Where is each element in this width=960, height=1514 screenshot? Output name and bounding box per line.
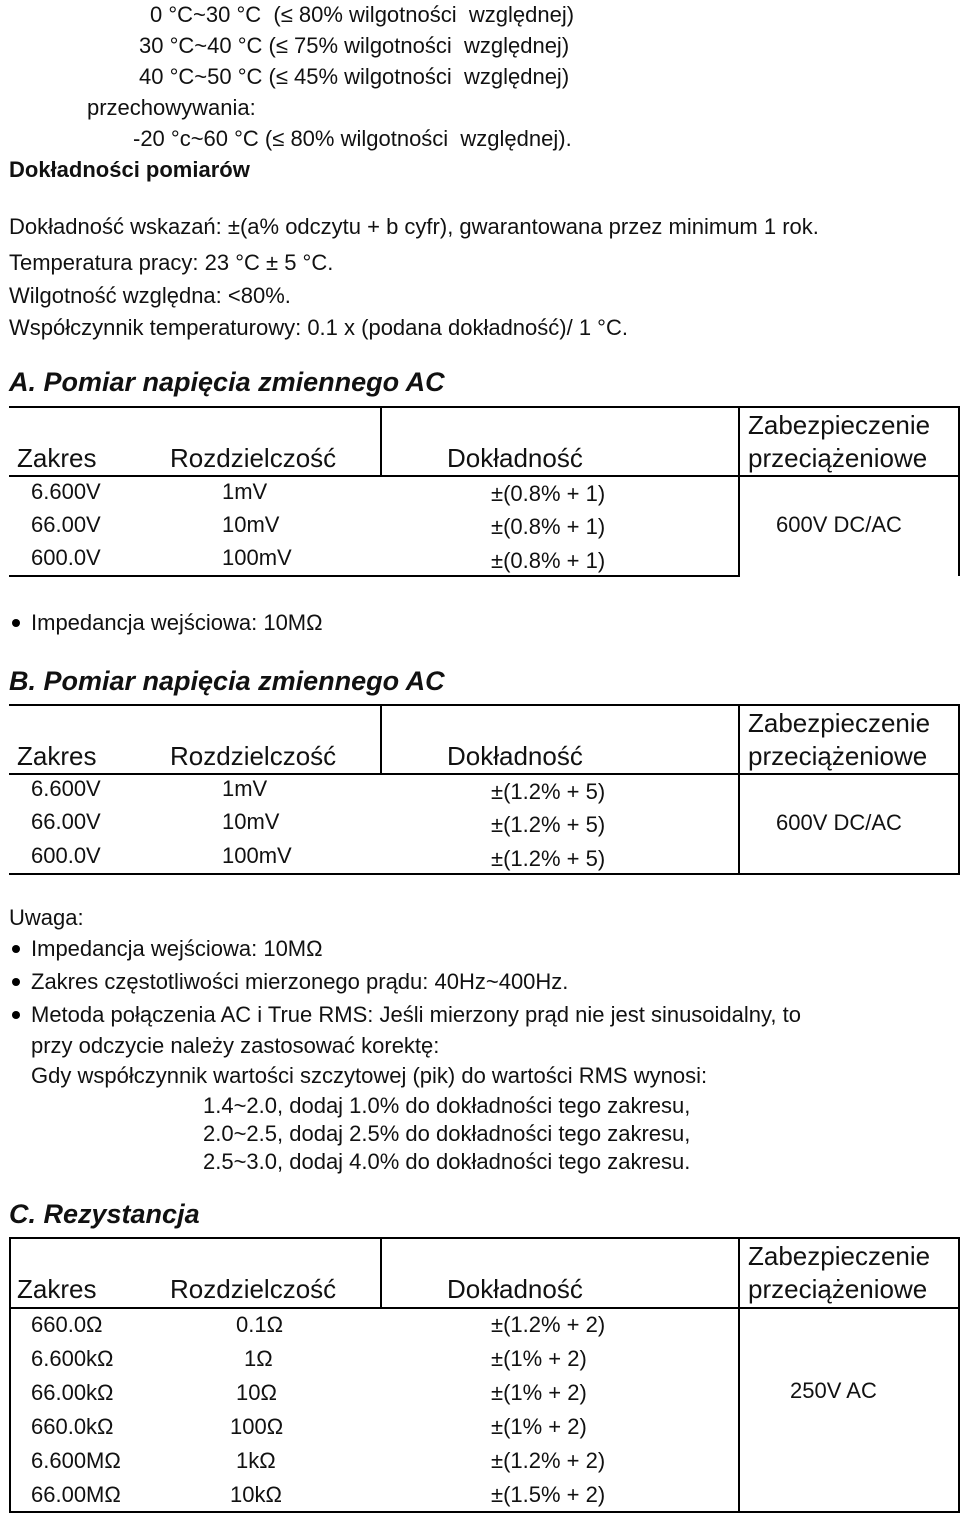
intro-line: przechowywania: [87, 95, 256, 120]
header-range: Zakres [17, 443, 97, 473]
cell-resolution: 10Ω [236, 1380, 277, 1405]
intro-line: -20 °c~60 °C (≤ 80% wilgotności względnej). [133, 126, 572, 151]
accuracy-title: Dokładności pomiarów [9, 157, 250, 182]
intro-line: 40 °C~50 °C (≤ 45% wilgotności względnej) [139, 64, 570, 89]
bullet-icon [12, 945, 20, 953]
cell-accuracy: ±(1.2% + 5) [491, 779, 606, 804]
cell-resolution: 1kΩ [236, 1448, 276, 1473]
section-a-title: A. Pomiar napięcia zmiennego AC [9, 367, 445, 397]
intro-line: 30 °C~40 °C (≤ 75% wilgotności względnej) [139, 33, 570, 58]
cell-resolution: 100mV [222, 843, 292, 868]
cell-protection: 250V AC [790, 1378, 877, 1403]
cell-range: 66.00kΩ [31, 1380, 114, 1405]
cell-range: 6.600kΩ [31, 1346, 114, 1371]
cell-resolution: 10kΩ [230, 1482, 282, 1507]
note-continuation: przy odczycie należy zastosować korektę: [31, 1033, 440, 1058]
cell-range: 6.600MΩ [31, 1448, 121, 1473]
header-protection: przeciążeniowe [748, 443, 928, 473]
cell-range: 600.0V [31, 545, 101, 570]
cell-range: 6.600V [31, 479, 101, 504]
header-accuracy: Dokładność [447, 741, 583, 771]
intro-line: 0 °C~30 °C (≤ 80% wilgotności względnej) [150, 2, 575, 27]
note-continuation: 2.5~3.0, dodaj 4.0% do dokładności tego zakresu. [203, 1149, 691, 1174]
header-range: Zakres [17, 741, 97, 771]
section-c-title: C. Rezystancja [9, 1199, 200, 1229]
header-protection: przeciążeniowe [748, 741, 928, 771]
cell-range: 66.00V [31, 809, 101, 834]
cell-accuracy: ±(1% + 2) [491, 1380, 587, 1405]
note-item: Metoda połączenia AC i True RMS: Jeśli mierzony prąd nie jest sinusoidalny, to [31, 1002, 801, 1027]
cell-resolution: 10mV [222, 512, 280, 537]
cell-accuracy: ±(1.5% + 2) [491, 1482, 606, 1507]
cell-resolution: 1Ω [244, 1346, 273, 1371]
header-protection: Zabezpieczenie [748, 708, 931, 738]
cell-accuracy: ±(1% + 2) [491, 1414, 587, 1439]
cell-range: 66.00V [31, 512, 101, 537]
cell-accuracy: ±(0.8% + 1) [491, 548, 606, 573]
cell-resolution: 1mV [222, 776, 268, 801]
header-range: Zakres [17, 1274, 97, 1304]
accuracy-line: Dokładność wskazań: ±(a% odczytu + b cyfr), gwarantowana przez minimum 1 rok. [9, 214, 819, 239]
accuracy-line: Współczynnik temperaturowy: 0.1 x (podana dokładność)/ 1 °C. [9, 315, 628, 340]
header-accuracy: Dokładność [447, 1274, 583, 1304]
header-protection: przeciążeniowe [748, 1274, 928, 1304]
cell-resolution: 100mV [222, 545, 292, 570]
cell-accuracy: ±(0.8% + 1) [491, 481, 606, 506]
note-continuation: Gdy współczynnik wartości szczytowej (pik) do wartości RMS wynosi: [31, 1063, 708, 1088]
cell-resolution: 100Ω [230, 1414, 284, 1439]
bullet-icon [12, 978, 20, 986]
accuracy-line: Temperatura pracy: 23 °C ± 5 °C. [9, 250, 334, 275]
section-a-note: Impedancja wejściowa: 10MΩ [31, 610, 323, 635]
header-protection: Zabezpieczenie [748, 410, 931, 440]
cell-accuracy: ±(1.2% + 5) [491, 812, 606, 837]
cell-resolution: 0.1Ω [236, 1312, 284, 1337]
note-continuation: 2.0~2.5, dodaj 2.5% do dokładności tego zakresu, [203, 1121, 691, 1146]
note-item: Impedancja wejściowa: 10MΩ [31, 936, 323, 961]
bullet-icon [12, 619, 20, 627]
cell-accuracy: ±(0.8% + 1) [491, 514, 606, 539]
cell-range: 66.00MΩ [31, 1482, 121, 1507]
header-accuracy: Dokładność [447, 443, 583, 473]
note-item: Zakres częstotliwości mierzonego prądu: 40Hz~400Hz. [31, 969, 569, 994]
cell-range: 660.0kΩ [31, 1414, 114, 1439]
cell-resolution: 10mV [222, 809, 280, 834]
cell-accuracy: ±(1.2% + 5) [491, 846, 606, 871]
header-resolution: Rozdzielczość [170, 741, 337, 771]
cell-range: 6.600V [31, 776, 101, 801]
header-resolution: Rozdzielczość [170, 443, 337, 473]
cell-range: 600.0V [31, 843, 101, 868]
header-protection: Zabezpieczenie [748, 1241, 931, 1271]
bullet-icon [12, 1011, 20, 1019]
header-resolution: Rozdzielczość [170, 1274, 337, 1304]
accuracy-line: Wilgotność względna: <80%. [9, 283, 291, 308]
cell-range: 660.0Ω [31, 1312, 103, 1337]
cell-resolution: 1mV [222, 479, 268, 504]
cell-accuracy: ±(1% + 2) [491, 1346, 587, 1371]
cell-accuracy: ±(1.2% + 2) [491, 1448, 606, 1473]
cell-protection: 600V DC/AC [776, 810, 902, 835]
cell-protection: 600V DC/AC [776, 512, 902, 537]
section-b-title: B. Pomiar napięcia zmiennego AC [9, 666, 445, 696]
note-continuation: 1.4~2.0, dodaj 1.0% do dokładności tego zakresu, [203, 1093, 691, 1118]
cell-accuracy: ±(1.2% + 2) [491, 1312, 606, 1337]
note-label: Uwaga: [9, 905, 84, 930]
